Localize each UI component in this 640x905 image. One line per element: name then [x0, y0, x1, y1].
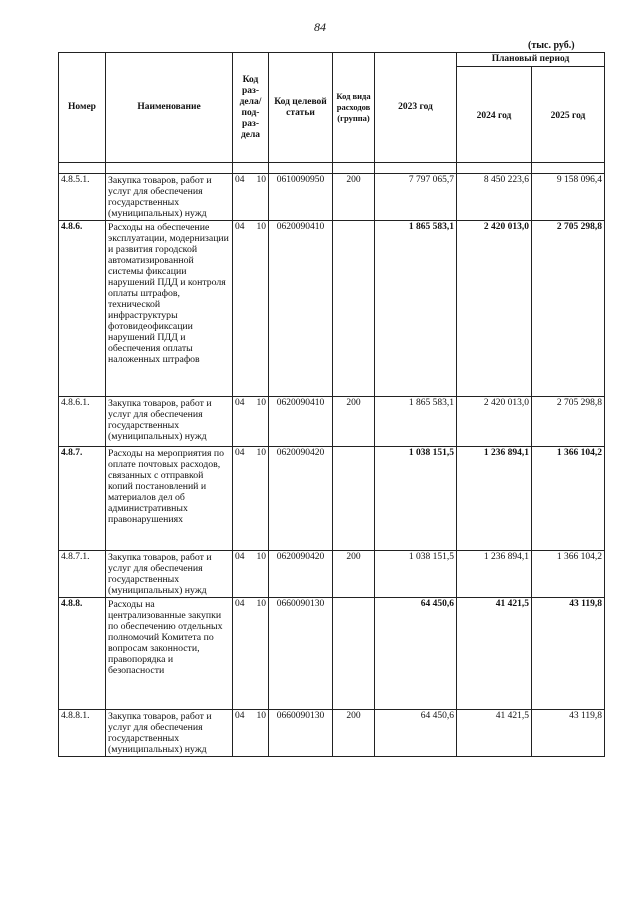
row-target: 0660090130: [269, 710, 333, 757]
row-target: 0620090410: [269, 397, 333, 447]
row-target: 0620090420: [269, 551, 333, 598]
row-name: Закупка товаров, работ и услуг для обеспечения государственных (муниципальных) нужд: [106, 174, 233, 221]
header-gap: [59, 163, 106, 174]
header-name: Наименование: [106, 53, 233, 163]
row-name: Расходы на обеспечение эксплуатации, модернизации и развития городской автоматизированной системы фиксации нарушений ПДД и контроля оплаты штрафов, технической инфраструктуры фотовидеофиксации нарушений ПДД и обеспечения оплаты наложенных штрафов: [106, 221, 233, 397]
table-row: [59, 710, 605, 757]
row-section: 04: [233, 397, 252, 447]
row-section: 04: [233, 551, 252, 598]
row-name: Расходы на централизованные закупки по обеспечению отдельных полномочий Комитета по вопросам законности, правопорядка и безопасности: [106, 598, 233, 710]
header-expense-type: Код вида расходов (группа): [333, 53, 375, 163]
row-2023: 1 038 151,5: [375, 551, 457, 598]
row-section: 04: [233, 221, 252, 397]
row-section: 04: [233, 710, 252, 757]
row-target: 0620090420: [269, 447, 333, 551]
table-row: [59, 447, 605, 551]
row-expense-type: [333, 221, 375, 397]
row-target: 0620090410: [269, 221, 333, 397]
row-number: 4.8.6.1.: [59, 397, 106, 447]
row-2023: 1 865 583,1: [375, 221, 457, 397]
header-2024: 2024 год: [457, 67, 532, 163]
row-expense-type: [333, 447, 375, 551]
row-expense-type: 200: [333, 551, 375, 598]
row-2024: 41 421,5: [457, 710, 532, 757]
row-name: Расходы на мероприятия по оплате почтовых расходов, связанных с отправкой копий постановлений и материалов дел об административных правонарушениях: [106, 447, 233, 551]
table-row: [59, 598, 605, 710]
row-expense-type: 200: [333, 174, 375, 221]
row-2024: 2 420 013,0: [457, 397, 532, 447]
table-row: [59, 174, 605, 221]
row-number: 4.8.7.1.: [59, 551, 106, 598]
row-2023: 1 865 583,1: [375, 397, 457, 447]
row-number: 4.8.8.1.: [59, 710, 106, 757]
row-expense-type: 200: [333, 710, 375, 757]
row-expense-type: [333, 598, 375, 710]
row-number: 4.8.6.: [59, 221, 106, 397]
header-target: Код целевой статьи: [269, 53, 333, 163]
row-2025: 1 366 104,2: [532, 447, 605, 551]
table-row: [59, 397, 605, 447]
row-subsection: 10: [252, 447, 269, 551]
row-2024: 1 236 894,1: [457, 551, 532, 598]
page-number: 84: [314, 20, 326, 34]
row-subsection: 10: [252, 174, 269, 221]
row-2023: 7 797 065,7: [375, 174, 457, 221]
row-number: 4.8.7.: [59, 447, 106, 551]
row-subsection: 10: [252, 598, 269, 710]
row-subsection: 10: [252, 221, 269, 397]
header-2023: 2023 год: [375, 53, 457, 163]
row-2024: 8 450 223,6: [457, 174, 532, 221]
row-name: Закупка товаров, работ и услуг для обеспечения государственных (муниципальных) нужд: [106, 710, 233, 757]
row-2025: 2 705 298,8: [532, 221, 605, 397]
row-subsection: 10: [252, 551, 269, 598]
row-2025: 2 705 298,8: [532, 397, 605, 447]
row-subsection: 10: [252, 397, 269, 447]
row-2023: 64 450,6: [375, 598, 457, 710]
row-section: 04: [233, 174, 252, 221]
header-section: Код раз-дела/ под-раз-дела: [233, 53, 269, 163]
row-2024: 1 236 894,1: [457, 447, 532, 551]
header-planned-period: Плановый период: [457, 53, 605, 67]
row-name: Закупка товаров, работ и услуг для обеспечения государственных (муниципальных) нужд: [106, 551, 233, 598]
row-number: 4.8.5.1.: [59, 174, 106, 221]
header-2025: 2025 год: [532, 67, 605, 163]
row-subsection: 10: [252, 710, 269, 757]
row-2025: 9 158 096,4: [532, 174, 605, 221]
table-row: [59, 551, 605, 598]
row-2025: 1 366 104,2: [532, 551, 605, 598]
row-target: 0660090130: [269, 598, 333, 710]
row-name: Закупка товаров, работ и услуг для обеспечения государственных (муниципальных) нужд: [106, 397, 233, 447]
row-section: 04: [233, 447, 252, 551]
row-number: 4.8.8.: [59, 598, 106, 710]
row-2025: 43 119,8: [532, 710, 605, 757]
row-target: 0610090950: [269, 174, 333, 221]
row-2024: 2 420 013,0: [457, 221, 532, 397]
units-label: (тыс. руб.): [528, 40, 575, 51]
row-2024: 41 421,5: [457, 598, 532, 710]
row-2025: 43 119,8: [532, 598, 605, 710]
row-2023: 1 038 151,5: [375, 447, 457, 551]
budget-table: [58, 52, 605, 757]
row-2023: 64 450,6: [375, 710, 457, 757]
row-section: 04: [233, 598, 252, 710]
header-number: Номер: [59, 53, 106, 163]
row-expense-type: 200: [333, 397, 375, 447]
table-row: [59, 221, 605, 397]
